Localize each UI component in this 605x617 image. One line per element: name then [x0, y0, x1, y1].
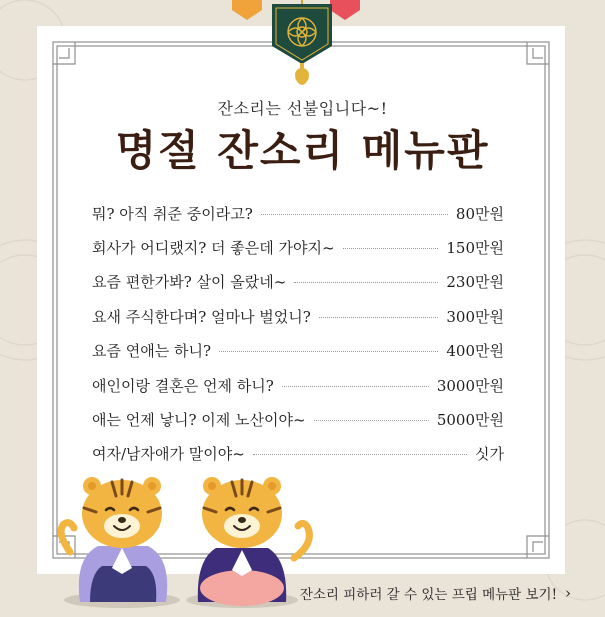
menu-item-price: 싯가: [475, 445, 504, 464]
price-list: [92, 196, 504, 471]
dotted-leader: [253, 454, 467, 455]
menu-item-price: 5000만원: [436, 411, 504, 430]
menu-item-label: 요즘 편한가봐? 살이 올랐네~: [92, 273, 287, 292]
menu-item-label: 뭐? 아직 취준 중이라고?: [92, 204, 253, 223]
hanging-ornament-icon: [266, 0, 338, 90]
dotted-leader: [219, 351, 438, 352]
menu-item-price: 230만원: [446, 273, 504, 292]
dotted-leader: [294, 282, 438, 283]
menu-item: [92, 402, 504, 436]
menu-item: [92, 334, 504, 368]
menu-item: [92, 265, 504, 299]
menu-item: [92, 230, 504, 264]
menu-item: [92, 299, 504, 333]
dotted-leader: [314, 420, 429, 421]
menu-item-label: 회사가 어디랬지? 더 좋은데 가야지~: [92, 239, 335, 258]
menu-subtitle: 잔소리는 선불입니다~!: [217, 99, 388, 118]
menu-item-label: 애는 언제 낳니? 이제 노산이야~: [92, 411, 306, 430]
dotted-leader: [282, 386, 429, 387]
menu-item-label: 요즘 연애는 하니?: [92, 342, 212, 361]
menu-item-label: 애인이랑 결혼은 언제 하니?: [92, 376, 274, 395]
menu-item: [92, 196, 504, 230]
chevron-right-icon: ›: [565, 584, 571, 602]
menu-item-label: 요새 주식한다며? 얼마나 벌었니?: [92, 307, 311, 326]
menu-item-price: 150만원: [446, 239, 504, 258]
dotted-leader: [261, 214, 448, 215]
tiger-right-icon: [186, 477, 309, 608]
link-label: 잔소리 피하러 갈 수 있는 프립 메뉴판 보기!: [299, 587, 557, 603]
tiger-left-icon: [61, 477, 180, 608]
menu-item-price: 400만원: [446, 342, 504, 361]
menu-item-price: 300만원: [446, 307, 504, 326]
menu-title: 명절 잔소리 메뉴판: [115, 126, 490, 175]
menu-item: [92, 368, 504, 402]
view-frip-menu-link[interactable]: [300, 583, 571, 603]
dotted-leader: [319, 317, 439, 318]
tiger-illustration: [50, 462, 330, 612]
menu-item-label: 여자/남자애가 말이야~: [92, 445, 245, 464]
menu-item-price: 3000만원: [436, 376, 504, 395]
dotted-leader: [343, 248, 439, 249]
menu-item-price: 80만원: [455, 204, 504, 223]
